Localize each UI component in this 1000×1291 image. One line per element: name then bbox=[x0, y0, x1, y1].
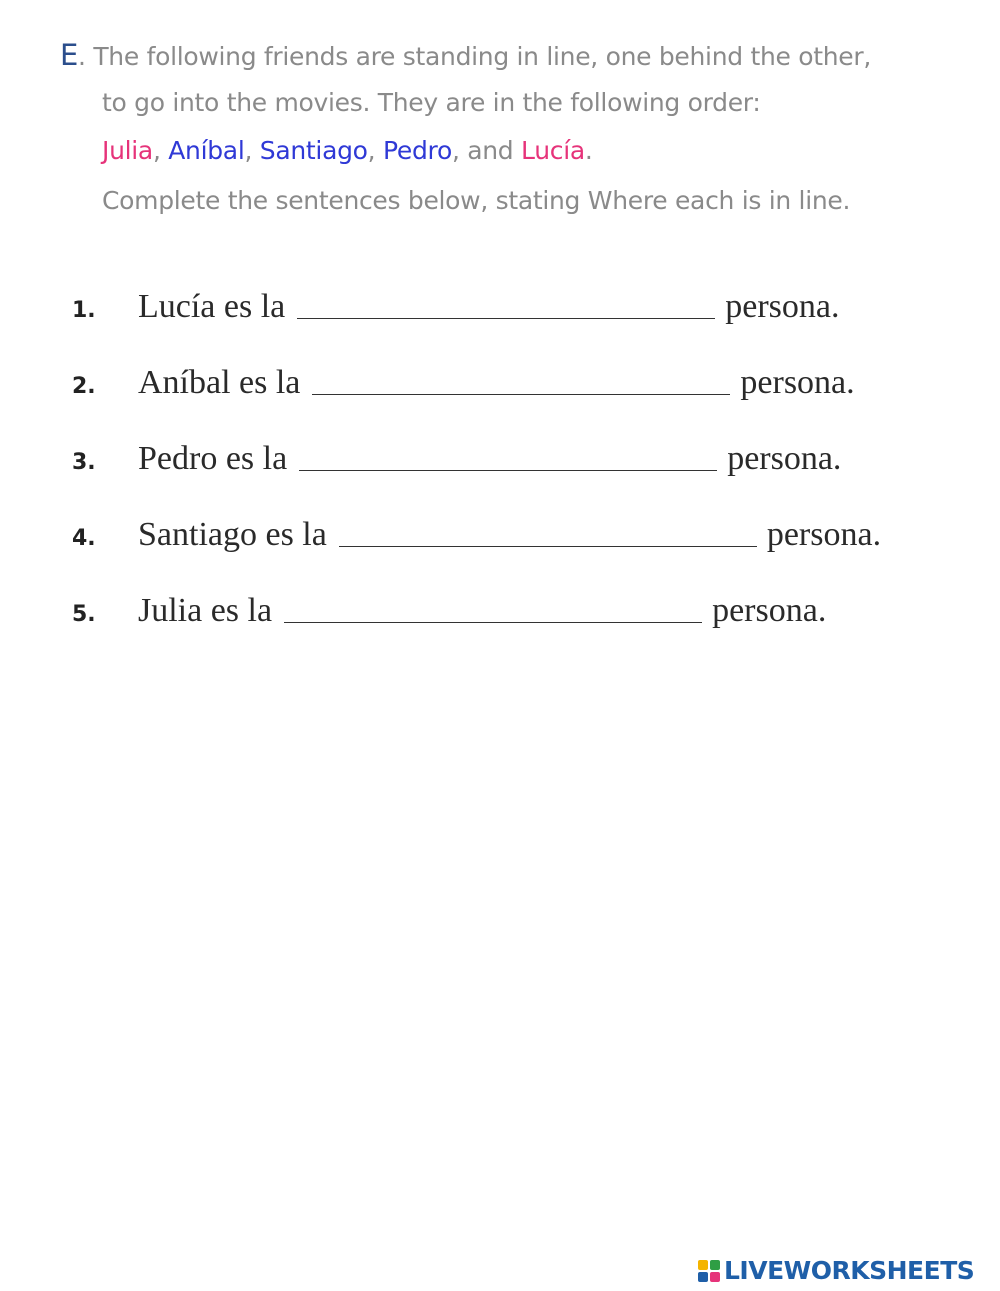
item-number: 4. bbox=[72, 526, 96, 551]
item-prefix: Santiago es la bbox=[138, 516, 327, 553]
instruction-line-2: to go into the movies. They are in the following order: bbox=[102, 88, 761, 117]
item-number: 1. bbox=[72, 298, 96, 323]
name-julia: Julia bbox=[102, 136, 153, 165]
name-anibal: Aníbal bbox=[168, 136, 245, 165]
instruction-line-4: Complete the sentences below, stating Where each is in line. bbox=[102, 186, 851, 215]
brand-name: LIVEWORKSHEETS bbox=[724, 1256, 975, 1285]
item-prefix: Aníbal es la bbox=[138, 364, 301, 401]
item-suffix: persona. bbox=[740, 364, 855, 401]
exercise-letter: E bbox=[60, 38, 79, 72]
exercise-item-4 bbox=[72, 516, 881, 556]
answer-input-1[interactable] bbox=[297, 298, 719, 320]
item-prefix: Pedro es la bbox=[138, 440, 288, 477]
instruction-text-1: . The following friends are standing in line, one behind the other, bbox=[78, 42, 871, 71]
instruction-line-names: Julia, Aníbal, Santiago, Pedro, and Lucía. bbox=[102, 136, 593, 165]
answer-blank-1[interactable] bbox=[297, 298, 715, 319]
answer-blank-4[interactable] bbox=[339, 526, 757, 547]
item-suffix: persona. bbox=[712, 592, 827, 629]
name-pedro: Pedro bbox=[382, 136, 452, 165]
exercise-item-5 bbox=[72, 592, 826, 632]
exercise-item-3 bbox=[72, 440, 841, 480]
item-prefix: Julia es la bbox=[138, 592, 273, 629]
exercise-item-2 bbox=[72, 364, 855, 404]
liveworksheets-logo-icon bbox=[698, 1260, 720, 1282]
answer-input-2[interactable] bbox=[312, 374, 734, 396]
name-lucia: Lucía bbox=[521, 136, 585, 165]
answer-blank-3[interactable] bbox=[299, 450, 717, 471]
answer-blank-2[interactable] bbox=[312, 374, 730, 395]
answer-input-5[interactable] bbox=[284, 602, 706, 624]
item-number: 2. bbox=[72, 374, 96, 399]
answer-input-3[interactable] bbox=[299, 450, 721, 472]
item-number: 5. bbox=[72, 602, 96, 627]
instruction-line-1 bbox=[60, 38, 871, 72]
answer-blank-5[interactable] bbox=[284, 602, 702, 623]
item-number: 3. bbox=[72, 450, 96, 475]
item-suffix: persona. bbox=[766, 516, 882, 553]
item-suffix: persona. bbox=[725, 288, 840, 325]
item-suffix: persona. bbox=[727, 440, 842, 477]
item-prefix: Lucía es la bbox=[138, 288, 286, 325]
name-santiago: Santiago bbox=[259, 136, 368, 165]
exercise-item-1 bbox=[72, 288, 840, 328]
liveworksheets-logo bbox=[698, 1256, 974, 1285]
answer-input-4[interactable] bbox=[339, 526, 761, 548]
